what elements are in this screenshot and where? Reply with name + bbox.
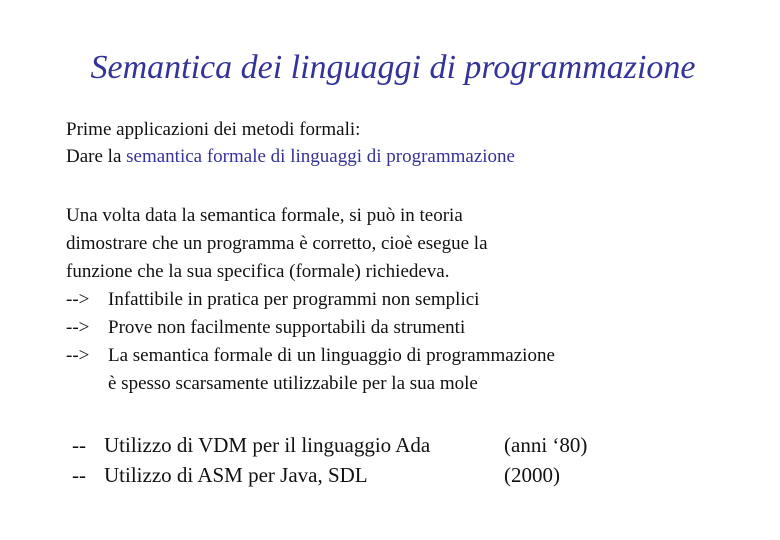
consequence-item-3 <box>66 342 555 370</box>
consequence-text: Prove non facilmente supportabili da strumenti <box>108 317 466 338</box>
example-marker: -- <box>72 463 86 487</box>
consequence-text: Infattibile in pratica per programmi non semplici <box>108 289 480 310</box>
arrow-marker: --> <box>66 289 90 310</box>
consequence-item-1 <box>66 286 555 314</box>
paragraph-line-3: funzione che la sua specifica (formale) richiedeva. <box>66 261 450 282</box>
example-item-2 <box>72 460 632 490</box>
example-date: (anni ‘80) <box>504 433 588 457</box>
example-marker: -- <box>72 433 86 457</box>
arrow-marker: --> <box>66 345 90 366</box>
paragraph-line-1: Una volta data la semantica formale, si può in teoria <box>66 205 463 226</box>
example-date: (2000) <box>504 463 560 487</box>
paragraph-line-2: dimostrare che un programma è corretto, cioè esegue la <box>66 233 488 254</box>
intro-block <box>66 116 515 170</box>
example-text: Utilizzo di ASM per Java, SDL <box>104 463 368 487</box>
consequence-item-2 <box>66 314 555 342</box>
consequence-continuation: è spesso scarsamente utilizzabile per la sua mole <box>108 373 478 394</box>
example-text: Utilizzo di VDM per il linguaggio Ada <box>104 433 431 457</box>
intro-line-1: Prime applicazioni dei metodi formali: <box>66 119 361 140</box>
slide-title: Semantica dei linguaggi di programmazione <box>90 49 696 86</box>
consequence-text: La semantica formale di un linguaggio di programmazione <box>108 345 555 366</box>
intro-line-2 <box>66 143 515 170</box>
intro-line-2-prefix: Dare la <box>66 146 127 167</box>
paragraph-block <box>66 202 555 398</box>
arrow-marker: --> <box>66 317 90 338</box>
intro-line-2-accent: semantica formale di linguaggi di programmazione <box>126 146 515 167</box>
examples-block <box>72 430 632 490</box>
example-item-1 <box>72 430 632 460</box>
